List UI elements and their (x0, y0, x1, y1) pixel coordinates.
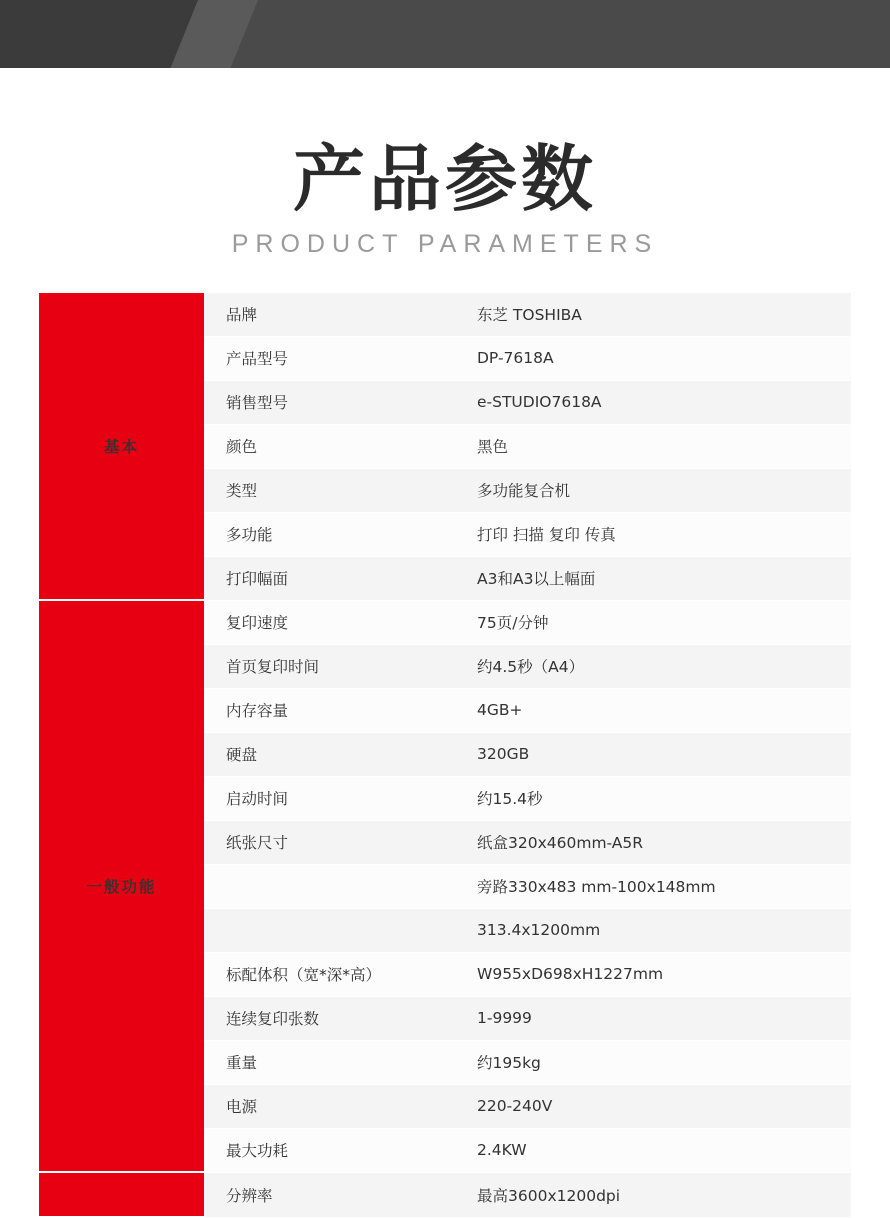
spec-label: 最大功耗 (204, 1128, 459, 1172)
spec-value: 4GB+ (459, 688, 851, 732)
spec-group-label: 基本 (39, 293, 204, 601)
spec-value: 1-9999 (459, 996, 851, 1040)
spec-label: 纸张尺寸 (204, 820, 459, 864)
spec-value: 约4.5秒（A4） (459, 644, 851, 688)
spec-value: 2.4KW (459, 1128, 851, 1172)
page-header (0, 68, 890, 259)
spec-value: e-STUDIO7618A (459, 380, 851, 424)
decorative-top-banner (0, 0, 890, 68)
spec-label: 颜色 (204, 424, 459, 468)
spec-label: 重量 (204, 1040, 459, 1084)
spec-value: A3和A3以上幅面 (459, 556, 851, 600)
spec-value: 旁路330x483 mm-100x148mm (459, 864, 851, 908)
spec-value: 纸盒320x460mm-A5R (459, 820, 851, 864)
spec-label: 连续复印张数 (204, 996, 459, 1040)
table-row (39, 600, 851, 644)
spec-value: 打印 扫描 复印 传真 (459, 512, 851, 556)
spec-label: 标配体积（宽*深*高） (204, 952, 459, 996)
spec-value: 75页/分钟 (459, 600, 851, 644)
page-title: 产品参数 (292, 137, 597, 221)
table-row (39, 1172, 851, 1217)
spec-label: 产品型号 (204, 336, 459, 380)
page-subtitle: PRODUCT PARAMETERS (231, 229, 659, 258)
spec-label (204, 908, 459, 952)
spec-label: 分辨率 (204, 1172, 459, 1217)
spec-value: 东芝 TOSHIBA (459, 293, 851, 337)
spec-label (204, 864, 459, 908)
spec-label: 电源 (204, 1084, 459, 1128)
spec-label: 硬盘 (204, 732, 459, 776)
spec-label: 类型 (204, 468, 459, 512)
spec-value: 约15.4秒 (459, 776, 851, 820)
spec-table-container (39, 293, 851, 1218)
spec-value: 黑色 (459, 424, 851, 468)
spec-value: DP-7618A (459, 336, 851, 380)
spec-value: W955xD698xH1227mm (459, 952, 851, 996)
spec-value: 最高3600x1200dpi (459, 1172, 851, 1217)
spec-label: 首页复印时间 (204, 644, 459, 688)
spec-value: 220-240V (459, 1084, 851, 1128)
table-row (39, 293, 851, 337)
spec-value: 约195kg (459, 1040, 851, 1084)
spec-label: 复印速度 (204, 600, 459, 644)
spec-label: 启动时间 (204, 776, 459, 820)
spec-label: 打印幅面 (204, 556, 459, 600)
spec-label: 内存容量 (204, 688, 459, 732)
spec-group-label: 一般功能 (39, 600, 204, 1172)
spec-value: 多功能复合机 (459, 468, 851, 512)
product-parameters-table (39, 293, 851, 1218)
spec-label: 品牌 (204, 293, 459, 337)
spec-value: 313.4x1200mm (459, 908, 851, 952)
spec-label: 销售型号 (204, 380, 459, 424)
spec-label: 多功能 (204, 512, 459, 556)
spec-group-label (39, 1172, 204, 1217)
spec-value: 320GB (459, 732, 851, 776)
